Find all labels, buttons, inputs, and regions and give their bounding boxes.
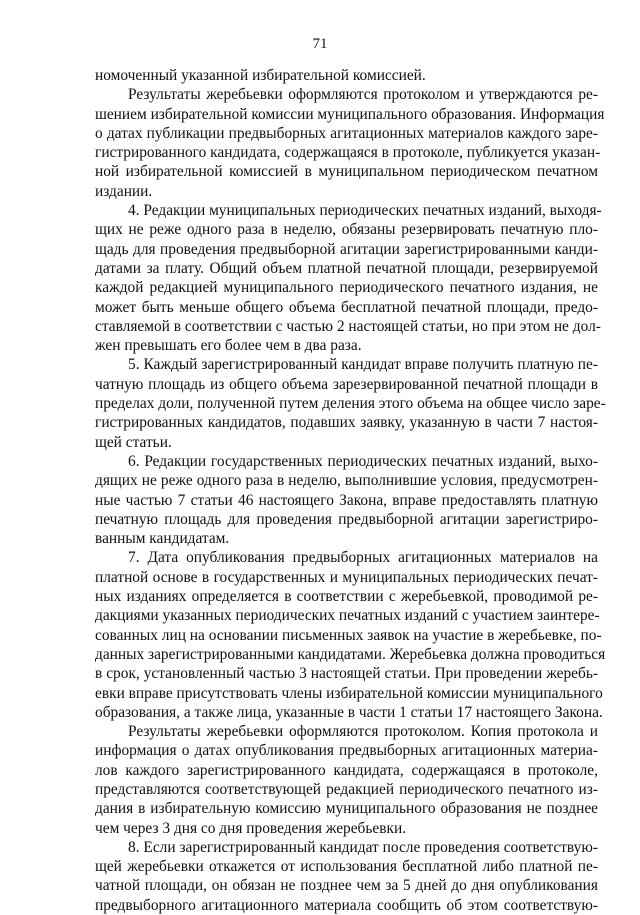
text-line: щих не реже одного раза в неделю, обязаны резервировать печатную пло- (95, 221, 598, 239)
text-line: ной избирательной комиссией в муниципальном периодическом печатном (95, 163, 598, 181)
paragraph (95, 838, 598, 915)
text-line: 4. Редакции муниципальных периодических печатных изданий, выходя- (128, 202, 602, 220)
text-line: сованных лиц на основании письменных заявок на участие в жеребьевке, по- (95, 626, 602, 644)
text-line: ных изданиях определяется в соответствии с жеребьевкой, проводимой ре- (95, 588, 598, 606)
text-line: платной основе в государственных и муниципальных периодических печат- (95, 568, 598, 586)
text-line: печатную площадь для проведения предвыборной агитации зарегистриро- (95, 510, 598, 528)
text-line: дания в избирательную комиссию муниципального образования не позднее (95, 800, 598, 818)
text-line: ные частью 7 статьи 46 настоящего Закона, вправе предоставлять платную (95, 491, 598, 509)
text-line: Результаты жеребьевки оформляются протоколом. Копия протокола и (128, 723, 598, 741)
paragraph (95, 85, 605, 201)
text-line: пределах доли, полученной путем деления этого объема на общее число заре- (95, 395, 606, 413)
text-line: Результаты жеребьевки оформляются протоколом и утверждаются ре- (128, 86, 598, 104)
text-line: дакциями указанных периодических печатных изданий с участием заинтере- (95, 607, 600, 625)
text-line: щей статьи. (95, 433, 172, 451)
text-line: номоченный указанной избирательной комиссией. (95, 67, 426, 84)
text-line: евки вправе присутствовать члены избирательной комиссии муниципального (95, 684, 603, 702)
text-line: данных зарегистрированными кандидатами. Жеребьевка должна проводиться (95, 645, 606, 663)
text-line: предвыборного агитационного материала сообщить об этом соответствую- (95, 896, 598, 914)
text-line: дящих не реже одного раза в неделю, выполнившие условия, предусмотрен- (95, 472, 598, 490)
text-line: шением избирательной комиссии муниципального образования. Информация (95, 105, 605, 123)
text-line: 5. Каждый зарегистрированный кандидат вправе получить платную пе- (128, 356, 598, 374)
text-line: щей жеребьевки откажется от использования бесплатной либо платной пе- (95, 858, 598, 876)
text-line: гистрированного кандидата, содержащаяся в протоколе, публикуется указан- (95, 144, 601, 162)
text-line: гистрированных кандидатов, подавших заявку, указанную в части 7 настоя- (95, 414, 598, 432)
text-line: в срок, установленный частью 3 настоящей статьи. При проведении жеребь- (95, 665, 598, 683)
text-line: щадь для проведения предвыборной агитации зарегистрированными канди- (95, 240, 598, 258)
text-line: представляются соответствующей редакцией периодического печатного из- (95, 780, 598, 798)
text-line: издании. (95, 182, 153, 200)
text-line: ванным кандидатам. (95, 530, 230, 548)
paragraph (95, 452, 598, 548)
text-line: чем через 3 дня со дня проведения жеребьевки. (95, 819, 407, 837)
text-line: лов каждого зарегистрированного кандидата, содержащаяся в протоколе, (95, 761, 598, 779)
paragraph (95, 201, 602, 355)
paragraph (95, 548, 606, 722)
text-line: информация о датах опубликования предвыборных агитационных материа- (95, 742, 598, 760)
text-line: датами за плату. Общий объем платной печатной площади, резервируемой (95, 259, 598, 277)
page-number: 71 (312, 36, 328, 52)
text-line: 7. Дата опубликования предвыборных агитационных материалов на (128, 549, 598, 567)
text-line: 6. Редакции государственных периодических печатных изданий, выхо- (128, 452, 598, 470)
text-line: образования, а также лица, указанные в части 1 статьи 17 настоящего Закона. (95, 703, 603, 721)
text-line: чатную площадь из общего объема зарезервированной печатной площади в (95, 375, 598, 393)
text-line: ставляемой в соответствии с частью 2 настоящей статьи, но при этом не дол- (95, 317, 601, 335)
paragraph (95, 355, 606, 451)
paragraph (95, 722, 598, 838)
body-text (95, 66, 606, 915)
text-line: 8. Если зарегистрированный кандидат после проведения соответствую- (128, 838, 598, 856)
text-line: может быть меньше общего объема бесплатной печатной площади, предо- (95, 298, 598, 316)
text-line: каждой редакцией муниципального периодического печатного издания, не (95, 279, 598, 297)
text-line: о датах публикации предвыборных агитационных материалов каждого заре- (95, 124, 598, 142)
paragraph (95, 66, 598, 85)
text-line: чатной площади, он обязан не позднее чем за 5 дней до дня опубликования (95, 877, 598, 895)
text-line: жен превышать его более чем в два раза. (95, 337, 362, 355)
